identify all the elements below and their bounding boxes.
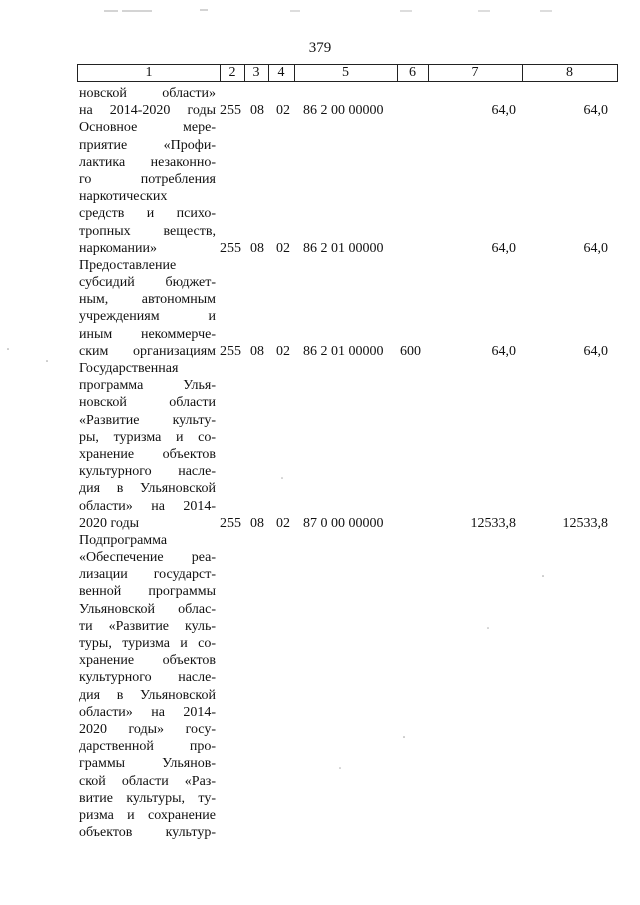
header-col-7: 7 <box>471 65 479 80</box>
description-line: наркотических <box>79 189 168 205</box>
description-line: средств и психо- <box>79 206 216 222</box>
description-column <box>79 85 216 841</box>
cell-amount-col7: 64,0 <box>491 103 516 119</box>
table-row <box>0 343 640 360</box>
description-line: «Развитие культу- <box>79 412 216 428</box>
cell-section: 08 <box>250 344 264 359</box>
description-line: Предоставление <box>79 257 177 273</box>
cell-amount-col8: 64,0 <box>583 344 608 359</box>
cell-admin-code: 255 <box>220 516 241 531</box>
description-line: программа Улья- <box>79 378 216 394</box>
header-col-8: 8 <box>566 65 573 80</box>
table-row <box>0 240 640 257</box>
description-line: хранение объектов <box>79 653 216 669</box>
description-line: новской области» <box>79 86 216 101</box>
cell-section: 08 <box>250 103 264 119</box>
cell-amount-col7: 64,0 <box>491 344 516 359</box>
cell-admin-code: 255 <box>220 103 241 119</box>
description-line: Ульяновской облас- <box>79 601 216 617</box>
header-col-4: 4 <box>277 65 285 80</box>
description-line: области» на 2014- <box>79 498 216 514</box>
description-line: учреждениям и <box>79 309 216 325</box>
cell-subsection: 02 <box>276 103 290 119</box>
cell-amount-col8: 64,0 <box>583 103 608 119</box>
header-col-6: 6 <box>409 65 416 80</box>
description-line: витие культуры, ту- <box>79 790 216 806</box>
cell-subsection: 02 <box>276 344 290 359</box>
description-line: тропных веществ, <box>79 223 216 239</box>
cell-section: 08 <box>250 516 264 531</box>
cell-subsection: 02 <box>276 516 290 531</box>
description-line: ти «Развитие куль- <box>79 618 216 634</box>
description-line: субсидий бюджет- <box>79 275 216 291</box>
description-line: ским организациям <box>79 343 216 359</box>
description-line: иным некоммерче- <box>79 326 216 342</box>
description-line: дарственной про- <box>79 739 216 755</box>
description-line: культурного насле- <box>79 670 216 686</box>
description-line: дия в Ульяновской <box>79 687 216 703</box>
cell-target-article: 86 2 01 00000 <box>303 344 384 359</box>
cell-section: 08 <box>250 240 264 256</box>
cell-amount-col7: 12533,8 <box>470 516 516 531</box>
description-line: Подпрограмма <box>79 532 168 548</box>
description-line: Государственная <box>79 361 179 376</box>
description-line: Основное мере- <box>79 120 216 136</box>
header-col-1: 1 <box>145 65 153 80</box>
cell-amount-col7: 64,0 <box>491 240 516 256</box>
cell-admin-code: 255 <box>220 344 241 359</box>
description-line: объектов культур- <box>79 825 216 841</box>
cell-subsection: 02 <box>276 240 290 256</box>
table-row <box>0 102 640 119</box>
description-line: граммы Ульянов- <box>79 756 216 772</box>
description-line: венной программы <box>79 584 216 600</box>
description-line: приятие «Профи- <box>79 137 216 153</box>
description-line: дия в Ульяновской <box>79 481 216 497</box>
description-line: лактика незаконно- <box>79 154 216 170</box>
cell-amount-col8: 64,0 <box>583 240 608 256</box>
description-line: 2020 годы <box>79 515 140 531</box>
header-col-2: 2 <box>228 65 236 80</box>
cell-amount-col8: 12533,8 <box>562 516 608 531</box>
description-line: культурного насле- <box>79 464 216 480</box>
cell-admin-code: 255 <box>220 240 241 256</box>
cell-expense-type: 600 <box>400 344 421 359</box>
description-line: ным, автономным <box>79 292 216 308</box>
page-number: 379 <box>308 40 332 56</box>
header-col-5: 5 <box>342 65 349 80</box>
description-line: 2020 годы» госу- <box>79 721 216 737</box>
description-line: ризма и сохранение <box>79 807 216 823</box>
description-line: го потребления <box>79 171 216 187</box>
header-col-3: 3 <box>252 65 260 80</box>
description-line: туры, туризма и со- <box>79 636 216 651</box>
description-line: области» на 2014- <box>79 704 216 720</box>
table-row <box>0 515 640 532</box>
cell-target-article: 86 2 01 00000 <box>303 240 384 256</box>
cell-target-article: 87 0 00 00000 <box>303 516 384 531</box>
description-line: на 2014-2020 годы <box>79 103 216 119</box>
description-line: хранение объектов <box>79 446 216 462</box>
description-line: наркомании» <box>79 240 157 256</box>
cell-target-article: 86 2 00 00000 <box>303 103 384 119</box>
description-line: новской области <box>79 395 216 411</box>
description-line: ры, туризма и со- <box>79 429 216 445</box>
description-line: «Обеспечение реа- <box>79 550 216 566</box>
table-header-row <box>77 64 618 82</box>
description-line: ской области «Раз- <box>79 773 216 789</box>
description-line: лизации государст- <box>79 567 216 583</box>
